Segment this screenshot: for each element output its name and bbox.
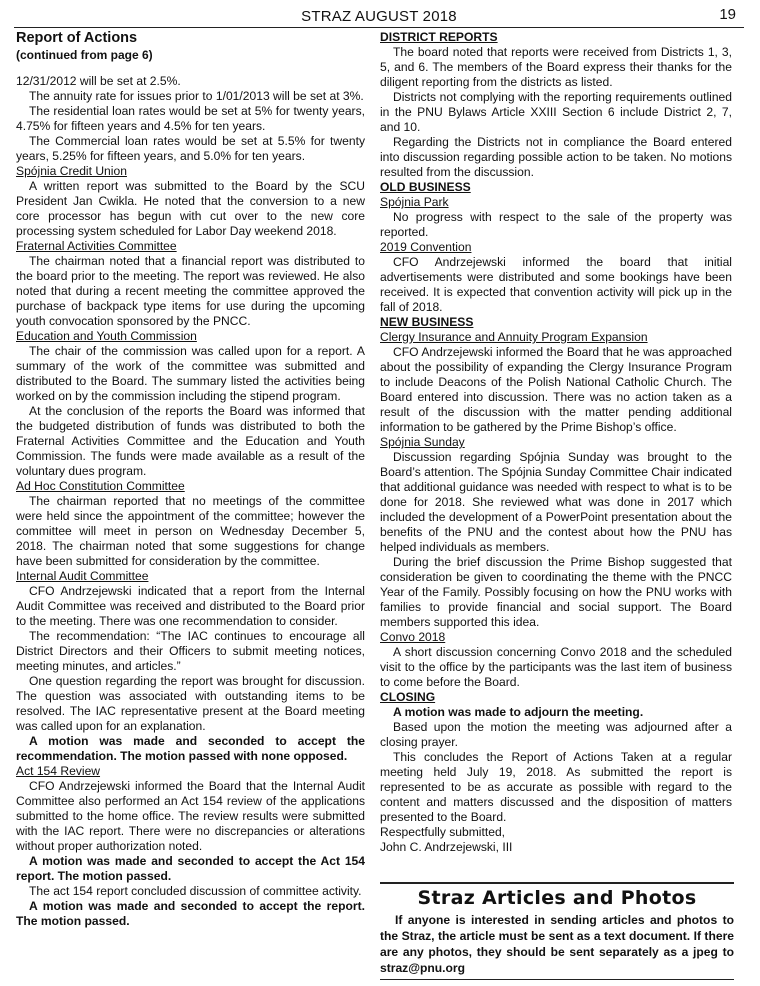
header-rule [14, 27, 744, 28]
articles-body: If anyone is interested in sending articles and photos to the Straz, the article must be sent as a text document. If there are any photos, they should be sent separately as a jpeg to straz@pnu.org [380, 913, 734, 975]
section-heading: Fraternal Activities Committee [16, 239, 177, 253]
paragraph: The residential loan rates would be set at 5% for twenty years, 4.75% for fifteen years and 4.5% for ten years. [16, 104, 365, 133]
motion-paragraph: A motion was made and seconded to accept the Act 154 report. The motion passed. [16, 854, 365, 883]
section-heading: NEW BUSINESS [380, 315, 474, 329]
paragraph: Districts not complying with the reporting requirements outlined in the PNU Bylaws Article XXIII Section 6 include District 2, 7, and 10. [380, 90, 732, 134]
paragraph: The board noted that reports were received from Districts 1, 3, 5, and 6. The members of the Board express their thanks for the diligent reporting from the districts as listed. [380, 45, 732, 89]
paragraph: No progress with respect to the sale of the property was reported. [380, 210, 732, 239]
paragraph: Regarding the Districts not in compliance the Board entered into discussion regarding possible action to be taken. No motions resulted from the discussion. [380, 135, 732, 179]
paragraph: The chairman noted that a financial report was distributed to the board prior to the meeting. The report was reviewed. He also noted that during a recent meeting the committee approved the purchase of backpack type items for use during the upcoming youth convocation sponsored by the PNCC. [16, 254, 365, 328]
paragraph: CFO Andrzejewski informed the board that initial advertisements were distributed and some bookings have been received. It is expected that convention activity will pick up in the fall of 2018. [380, 255, 732, 314]
paragraph: A short discussion concerning Convo 2018 and the scheduled visit to the office by the participants was the last item of business to come before the Board. [380, 645, 732, 689]
paragraph: The Commercial loan rates would be set at 5.5% for twenty years, 5.25% for fifteen years, and 5.0% for ten years. [16, 134, 365, 163]
paragraph: CFO Andrzejewski informed the Board that the Internal Audit Committee also performed an Act 154 review of the applications submitted to the home office. The review results were submitted with the IAC report. There were no discrepancies or alterations without proper authorization noted. [16, 779, 365, 853]
report-title: Report of Actions [16, 30, 138, 46]
section-heading: Spójnia Credit Union [16, 164, 127, 178]
section-heading: OLD BUSINESS [380, 180, 471, 194]
paragraph: This concludes the Report of Actions Taken at a regular meeting held July 19, 2018. As submitted the report is represented to be as accurate as possible with regard to the content and matters discussed and the disposition of matters presented to the Board. [380, 750, 732, 824]
paragraph: CFO Andrzejewski indicated that a report from the Internal Audit Committee was received and distributed to the Board prior to the meeting. There was one recommendation to consider. [16, 584, 365, 628]
page-header [14, 8, 744, 26]
footer-rule [380, 979, 734, 980]
paragraph: Discussion regarding Spójnia Sunday was brought to the Board’s attention. The Spójnia Sunday Committee Chair indicated that additional guidance was needed with respect to what is to be done for 2018. She reviewed what was done in 2017 which included the development of a PowerPoint presentation about the benefits of the PNU and the contest about how the PNU has helped individuals as members. [380, 450, 732, 554]
section-heading: Spójnia Sunday [380, 435, 465, 449]
section-heading: Act 154 Review [16, 764, 101, 778]
section-heading: Convo 2018 [380, 630, 446, 644]
page-number: 19 [719, 6, 736, 23]
paragraph: During the brief discussion the Prime Bishop suggested that consideration be given to coordinating the theme with the PNCC Year of the Family. Possibly focusing on how the PNU works with families to provide financial and social support. The Board members supported this idea. [380, 555, 732, 629]
paragraph: The chair of the commission was called upon for a report. A summary of the work of the committee was submitted and distributed to the Board. The summary listed the activities being worked on by the commission including the stipend program. [16, 344, 365, 403]
signature-name: John C. Andrzejewski, III [380, 840, 513, 854]
report-subtitle: (continued from page 6) [16, 48, 153, 62]
paragraph: The act 154 report concluded discussion of committee activity. [29, 884, 362, 898]
motion-paragraph: A motion was made to adjourn the meeting. [393, 705, 644, 719]
section-heading: Spójnia Park [380, 195, 449, 209]
paragraph: The annuity rate for issues prior to 1/01/2013 will be set at 3%. [29, 89, 364, 103]
section-heading: Education and Youth Commission [16, 329, 197, 343]
paragraph: CFO Andrzejewski informed the Board that he was approached about the possibility of expanding the Clergy Insurance Program to include Deacons of the Polish National Catholic Church. The Board entered into discussion. There was no action taken as a result of the discussion with the matter pending additional information to be gathered by the Prime Bishop’s office. [380, 345, 732, 434]
section-heading: DISTRICT REPORTS [380, 30, 498, 44]
motion-paragraph: A motion was made and seconded to accept the report. The motion passed. [16, 899, 365, 928]
paragraph: The chairman reported that no meetings of the committee were held since the appointment of the committee; however the committee will meet in person on Wednesday December 5, 2018. The chairman noted that some suggestions for change have been submitted for consideration by the committee. [16, 494, 365, 568]
paragraph: One question regarding the report was brought for discussion. The question was associated with outstanding items to be resolved. The IAC representative present at the Board meeting was called upon for an explanation. [16, 674, 365, 733]
section-heading: Internal Audit Committee [16, 569, 149, 583]
section-heading: Ad Hoc Constitution Committee [16, 479, 185, 493]
newsletter-title: STRAZ AUGUST 2018 [301, 8, 457, 25]
paragraph: Based upon the motion the meeting was adjourned after a closing prayer. [380, 720, 732, 749]
paragraph: The recommendation: “The IAC continues to encourage all District Directors and their Officers to submit meeting notices, meeting minutes, and articles.” [16, 629, 365, 673]
section-heading: Clergy Insurance and Annuity Program Expansion [380, 330, 648, 344]
articles-title: Straz Articles and Photos [417, 887, 697, 909]
paragraph: A written report was submitted to the Board by the SCU President Jan Cwikla. He noted that the conversion to a new core processor has begun with cut over to the new core processing system scheduled for Labor Day weekend 2018. [16, 179, 365, 238]
paragraph: At the conclusion of the reports the Board was informed that the budgeted distribution of funds was distributed to both the Fraternal Activities Committee and the Education and Youth Commission. The funds were made available as a result of the voluntary dues program. [16, 404, 365, 478]
section-heading: 2019 Convention [380, 240, 472, 254]
signoff: Respectfully submitted, [380, 825, 506, 839]
straz-articles-box [380, 882, 734, 976]
motion-paragraph: A motion was made and seconded to accept the recommendation. The motion passed with none opposed. [16, 734, 365, 763]
articles-rule [380, 882, 734, 884]
section-heading: CLOSING [380, 690, 436, 704]
left-column [16, 30, 365, 929]
paragraph: 12/31/2012 will be set at 2.5%. [16, 74, 181, 88]
right-column [380, 30, 732, 855]
